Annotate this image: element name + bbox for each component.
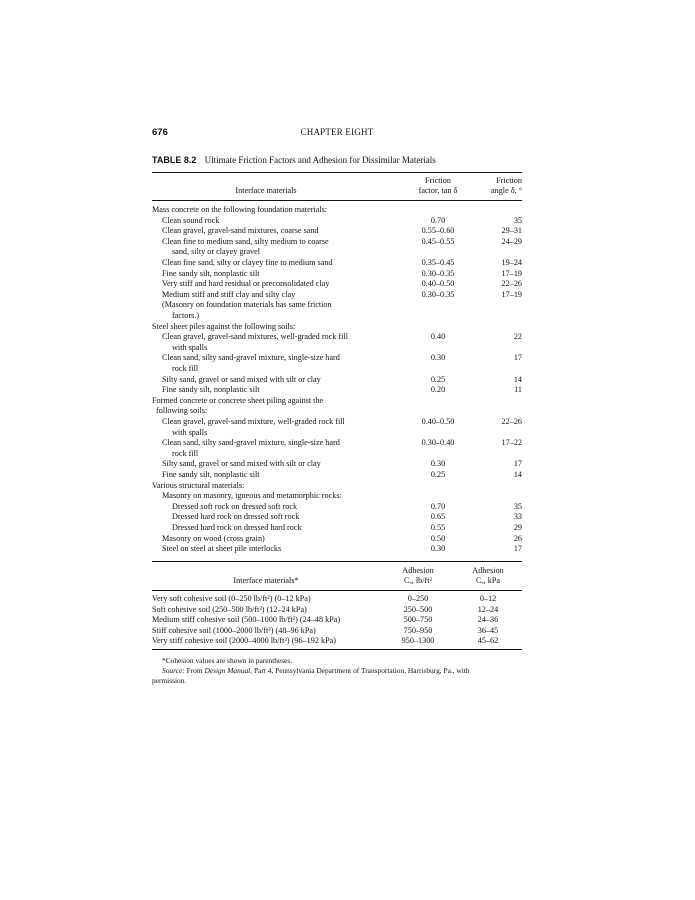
friction-angle: 22–26 (501, 417, 522, 426)
friction-material: following soils: (156, 406, 208, 416)
header-adhesion-materials: Interface materials* (233, 576, 299, 585)
friction-factor: 0.30–0.35 (421, 268, 455, 278)
friction-angle: 26 (513, 533, 522, 543)
adhesion-material: Stiff cohesive soil (1000–2000 lb/ft²) (48–96 kPa) (152, 625, 316, 635)
friction-row (152, 205, 522, 216)
friction-row (152, 396, 522, 407)
adhesion-material: Very soft cohesive soil (0–250 lb/ft²) (0–12 kPa) (152, 594, 311, 603)
friction-material: Clean sand, silty sand-gravel mixture, single-size hard (162, 438, 340, 448)
header-friction-angle-2: angle δ, ° (490, 186, 522, 195)
friction-material: Dressed hard rock on dressed soft rock (172, 512, 300, 522)
friction-row (152, 247, 522, 258)
page-number: 676 (152, 127, 168, 138)
friction-row (152, 449, 522, 460)
adhesion-lbft2: 750–950 (403, 625, 433, 635)
friction-material: Formed concrete or concrete sheet piling against the (152, 395, 324, 405)
adhesion-row (152, 594, 522, 605)
friction-material: Dressed soft rock on dressed soft rock (172, 501, 298, 511)
friction-material: Clean sound rock (162, 215, 220, 225)
friction-angle: 14 (513, 470, 522, 479)
friction-factor: 0.55 (430, 523, 446, 532)
friction-row (152, 417, 522, 428)
adhesion-lbft2: 950–1300 (401, 636, 435, 646)
adhesion-row (152, 615, 522, 626)
friction-factor: 0.65 (430, 512, 446, 522)
table-bottom-rule (152, 649, 522, 650)
adhesion-material: Very stiff cohesive soil (2000–4000 lb/ft²) (96–192 kPa) (152, 636, 336, 646)
friction-row (152, 279, 522, 290)
friction-factor: 0.30 (430, 353, 446, 363)
friction-material: Very stiff and hard residual or preconsolidated clay (162, 279, 330, 289)
friction-row (152, 269, 522, 280)
friction-material: Silty sand, gravel or sand mixed with silt or clay (162, 374, 321, 384)
adhesion-kpa: 36–45 (477, 625, 499, 635)
friction-angle: 22–26 (501, 279, 522, 289)
friction-row (152, 322, 522, 333)
header-friction-angle-1: Friction (496, 176, 522, 185)
friction-material: rock fill (172, 448, 199, 458)
friction-angle: 17 (513, 544, 522, 554)
friction-material: Medium stiff and stiff clay and silty clay (162, 289, 296, 299)
friction-material: sand, silty or clayey gravel (172, 247, 260, 257)
friction-row (152, 226, 522, 237)
chapter-title: CHAPTER EIGHT (300, 127, 374, 137)
friction-factor: 0.30–0.35 (421, 289, 455, 299)
header-friction-factor-2: factor, tan δ (418, 186, 458, 195)
footnote: *Cohesion values are shown in parentheses. (162, 656, 293, 665)
friction-material: Fine sandy silt, nonplastic silt (162, 385, 260, 395)
friction-angle: 17–19 (501, 289, 522, 299)
friction-factor: 0.70 (430, 215, 446, 225)
friction-material: Clean fine to medium sand, silty medium to coarse (162, 236, 329, 246)
friction-angle: 35 (513, 215, 522, 225)
friction-factor: 0.45–0.55 (421, 236, 455, 246)
friction-row (152, 311, 522, 322)
friction-material: with spalls (172, 427, 208, 437)
friction-angle: 19–24 (501, 258, 522, 267)
friction-factor: 0.25 (430, 374, 446, 384)
friction-material: rock fill (172, 364, 199, 373)
table-caption (152, 155, 436, 165)
friction-angle: 17–22 (501, 438, 522, 448)
adhesion-kpa: 24–36 (477, 615, 499, 625)
friction-material: factors.) (172, 311, 200, 320)
friction-angle: 22 (513, 332, 522, 342)
friction-factor: 0.30 (430, 544, 446, 554)
friction-material: Steel on steel at sheet pile interlocks (162, 544, 282, 554)
adhesion-top-rule (152, 561, 522, 562)
source-note (152, 666, 534, 675)
friction-material: Masonry on wood (cross grain) (162, 533, 265, 543)
friction-row (152, 502, 522, 513)
friction-factor: 0.20 (430, 385, 446, 395)
friction-row (152, 385, 522, 396)
friction-row (152, 237, 522, 248)
friction-row (152, 353, 522, 364)
friction-material: Masonry on masonry, igneous and metamorphic rocks: (162, 491, 342, 501)
adhesion-material: Soft cohesive soil (250–500 lb/ft²) (12–24 kPa) (152, 604, 307, 614)
friction-angle: 33 (513, 512, 522, 522)
friction-factor: 0.70 (430, 501, 446, 511)
friction-material: Various structural materials: (152, 480, 245, 490)
friction-row (152, 481, 522, 492)
friction-material: Clean fine sand, silty or clayey fine to medium sand (162, 258, 333, 267)
friction-angle: 17–19 (501, 268, 522, 278)
friction-row (152, 523, 522, 534)
friction-row (152, 332, 522, 343)
friction-material: Fine sandy silt, nonplastic silt (162, 470, 260, 479)
table-title: Ultimate Friction Factors and Adhesion for Dissimilar Materials (204, 155, 436, 165)
friction-material: Clean sand, silty sand-gravel mixture, single-size hard (162, 353, 340, 363)
friction-row (152, 300, 522, 311)
friction-factor: 0.50 (430, 533, 446, 543)
friction-material: Clean gravel, gravel-sand mixtures, well-graded rock fill (162, 332, 348, 342)
friction-material: Clean gravel, gravel-sand mixture, well-graded rock fill (162, 417, 345, 426)
adhesion-lbft2: 0–250 (407, 594, 429, 603)
friction-row (152, 364, 522, 375)
friction-angle: 11 (514, 385, 522, 395)
friction-header-rule (152, 200, 522, 201)
friction-row (152, 459, 522, 470)
header-interface-materials: Interface materials (235, 186, 297, 195)
source-text-post: Part 4, Pennsylvania Department of Transportation, Harrisburg, Pa., with (253, 666, 470, 675)
header-adhesion-ca-1: Adhesion (402, 566, 434, 575)
adhesion-material: Medium stiff cohesive soil (500–1000 lb/ft²) (24–48 kPa) (152, 615, 341, 625)
friction-factor: 0.30–0.40 (421, 438, 455, 448)
adhesion-kpa: 12–24 (477, 604, 499, 614)
friction-material: Silty sand, gravel or sand mixed with silt or clay (162, 459, 321, 469)
source-label: Source: (162, 666, 185, 675)
page-header (152, 127, 522, 141)
friction-row (152, 258, 522, 269)
friction-factor: 0.35–0.45 (421, 258, 455, 267)
friction-row (152, 406, 522, 417)
friction-angle: 17 (513, 353, 522, 363)
friction-row (152, 534, 522, 545)
friction-material: Mass concrete on the following foundation materials: (152, 205, 328, 214)
header-adhesion-ca-2: Cₐ, lb/ft² (404, 576, 432, 585)
header-adhesion-kpa-2: Cₐ, kPa (475, 576, 501, 585)
friction-angle: 29 (513, 523, 522, 532)
friction-factor: 0.40 (430, 332, 446, 342)
adhesion-lbft2: 250–500 (403, 604, 433, 614)
friction-angle: 29–31 (501, 226, 522, 236)
adhesion-lbft2: 500–750 (403, 615, 433, 625)
friction-factor: 0.40–0.50 (421, 279, 455, 289)
friction-material: Dressed hard rock on dressed hard rock (172, 523, 302, 532)
friction-material: Steel sheet piles against the following soils: (152, 321, 296, 331)
friction-angle: 24–29 (501, 236, 522, 246)
friction-row (152, 491, 522, 502)
friction-factor: 0.40–0.50 (421, 417, 455, 426)
friction-row (152, 375, 522, 386)
adhesion-row (152, 605, 522, 616)
source-note-line2: permission. (152, 676, 187, 685)
friction-row (152, 343, 522, 354)
table-top-rule (152, 172, 522, 173)
friction-row (152, 290, 522, 301)
adhesion-header-rule (152, 590, 522, 591)
table-label: TABLE 8.2 (152, 155, 197, 165)
friction-angle: 17 (513, 459, 522, 469)
friction-material: with spalls (172, 342, 208, 352)
friction-material: Fine sandy silt, nonplastic silt (162, 268, 260, 278)
source-text-pre: From (186, 666, 203, 675)
adhesion-row (152, 636, 522, 647)
adhesion-row (152, 626, 522, 637)
friction-row (152, 438, 522, 449)
friction-row (152, 216, 522, 227)
adhesion-kpa: 45–62 (477, 636, 499, 646)
friction-factor: 0.30 (430, 459, 446, 469)
header-adhesion-kpa-1: Adhesion (472, 566, 504, 575)
header-friction-factor-1: Friction (425, 176, 451, 185)
friction-angle: 35 (513, 501, 522, 511)
source-title: Design Manual, (204, 666, 253, 675)
friction-factor: 0.55–0.60 (421, 226, 455, 236)
adhesion-kpa: 0–12 (479, 594, 497, 603)
friction-row (152, 512, 522, 523)
friction-material: (Masonry on foundation materials has same friction (162, 300, 332, 310)
friction-row (152, 544, 522, 555)
friction-row (152, 428, 522, 439)
friction-angle: 14 (513, 374, 522, 384)
friction-factor: 0.25 (430, 470, 446, 479)
friction-material: Clean gravel, gravel-sand mixtures, coarse sand (162, 226, 319, 236)
friction-row (152, 470, 522, 481)
